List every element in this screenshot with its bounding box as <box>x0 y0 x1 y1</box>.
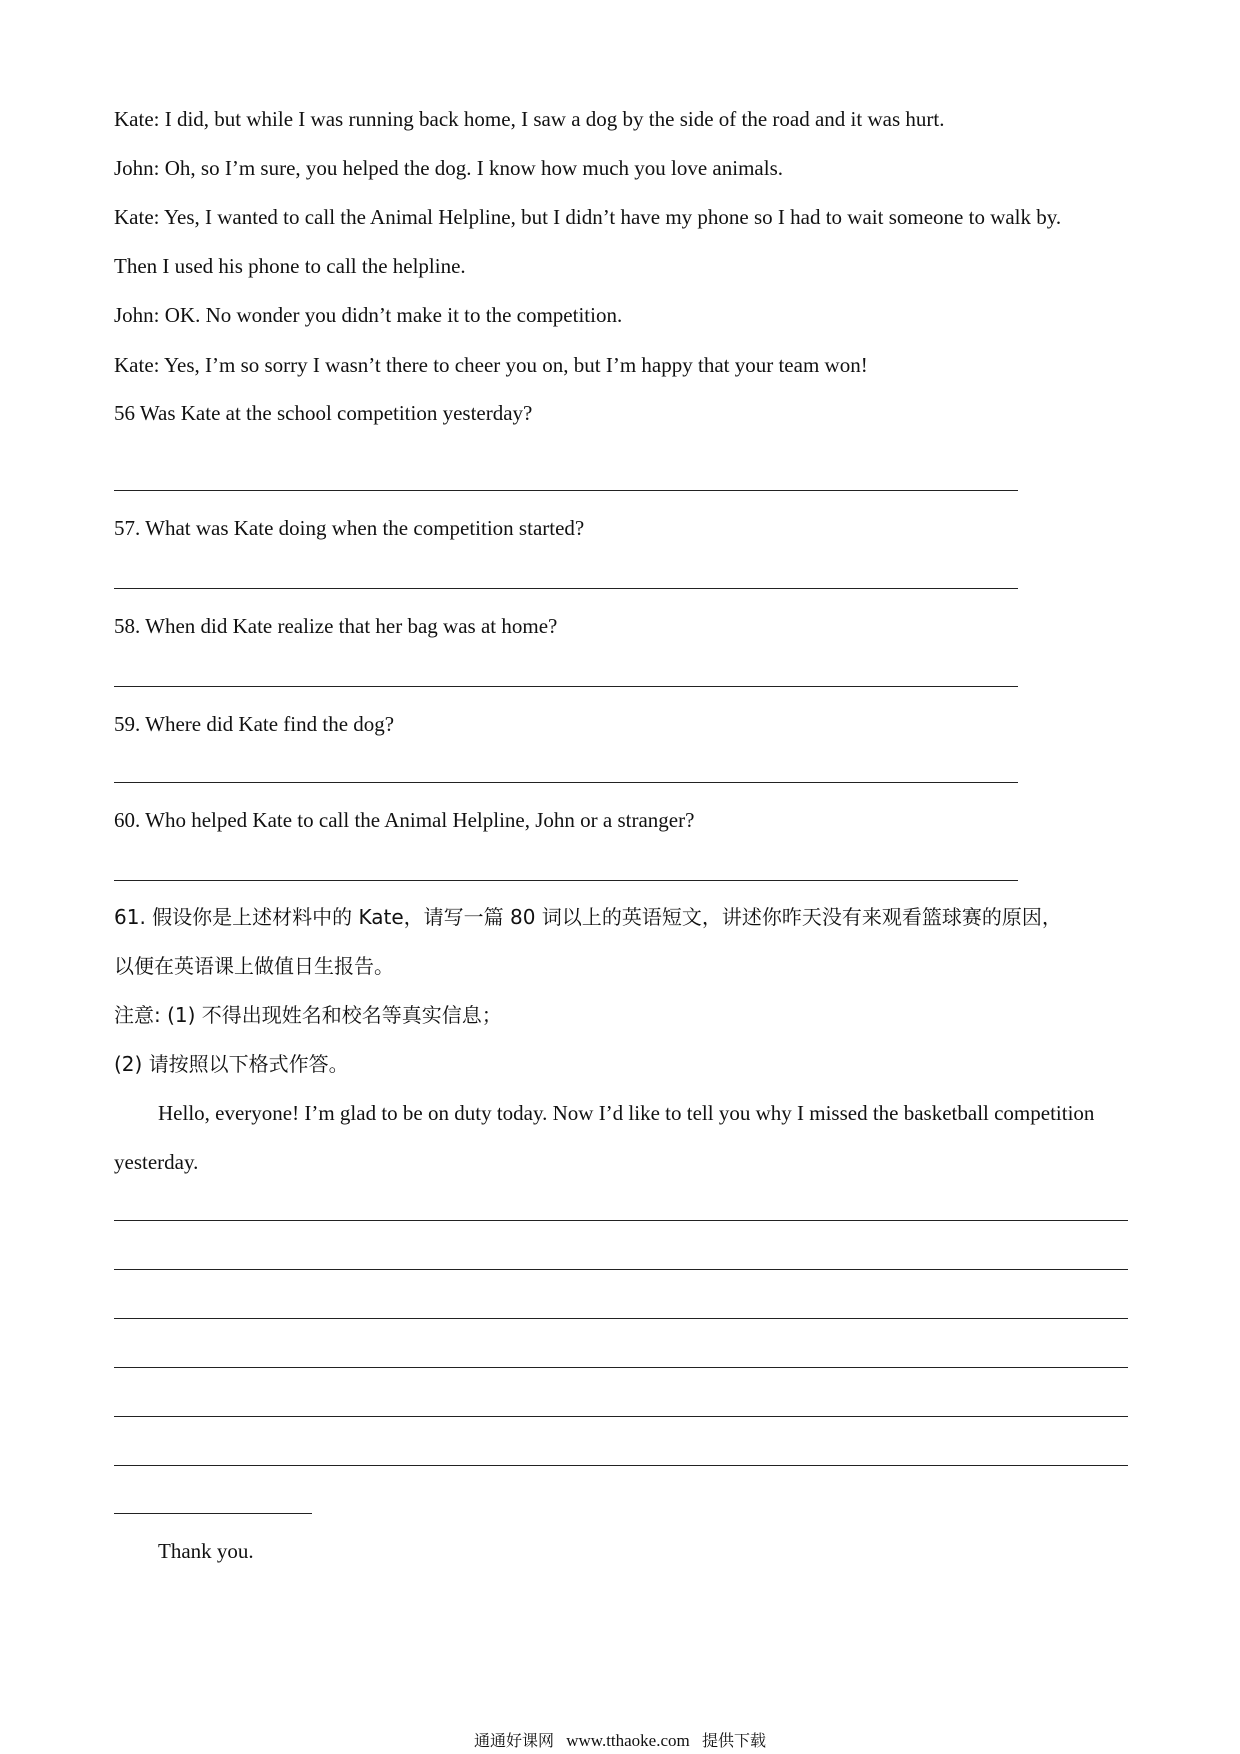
writing-line-2[interactable] <box>114 1269 1128 1270</box>
writing-note-1: 注意: (1) 不得出现姓名和校名等真实信息； <box>114 1003 502 1027</box>
writing-note-2: (2) 请按照以下格式作答。 <box>114 1052 349 1076</box>
answer-line-57[interactable] <box>114 588 1018 589</box>
dialogue-line-5: John: OK. No wonder you didn’t make it to the competition. <box>114 303 623 327</box>
question-56: 56 Was Kate at the school competition yesterday? <box>114 401 533 425</box>
writing-closing: Thank you. <box>158 1539 254 1563</box>
page-footer <box>0 1730 1240 1752</box>
writing-opening-line-2: yesterday. <box>114 1150 199 1174</box>
writing-opening-line-1: Hello, everyone! I’m glad to be on duty today. Now I’d like to tell you why I missed the basketball competition <box>158 1101 1095 1125</box>
answer-line-60[interactable] <box>114 880 1018 881</box>
writing-line-7[interactable] <box>114 1513 312 1514</box>
question-57: 57. What was Kate doing when the competition started? <box>114 516 585 540</box>
answer-line-56[interactable] <box>114 490 1018 491</box>
dialogue-line-6: Kate: Yes, I’m so sorry I wasn’t there to cheer you on, but I’m happy that your team won! <box>114 353 868 377</box>
question-58: 58. When did Kate realize that her bag was at home? <box>114 614 558 638</box>
answer-line-58[interactable] <box>114 686 1018 687</box>
writing-line-5[interactable] <box>114 1416 1128 1417</box>
dialogue-line-2: John: Oh, so I’m sure, you helped the dog. I know how much you love animals. <box>114 156 783 180</box>
footer-url[interactable]: www.tthaoke.com <box>566 1731 690 1750</box>
dialogue-line-3: Kate: Yes, I wanted to call the Animal Helpline, but I didn’t have my phone so I had to wait someone to walk by. <box>114 205 1062 229</box>
writing-line-3[interactable] <box>114 1318 1128 1319</box>
writing-line-6[interactable] <box>114 1465 1128 1466</box>
writing-line-1[interactable] <box>114 1220 1128 1221</box>
footer-suffix: 提供下载 <box>702 1731 767 1750</box>
dialogue-line-4: Then I used his phone to call the helpline. <box>114 254 466 278</box>
footer-site-name: 通通好课网 <box>473 1731 554 1750</box>
writing-line-4[interactable] <box>114 1367 1128 1368</box>
question-59: 59. Where did Kate find the dog? <box>114 712 395 736</box>
answer-line-59[interactable] <box>114 782 1018 783</box>
writing-prompt-line-1: 61. 假设你是上述材料中的 Kate，请写一篇 80 词以上的英语短文，讲述你昨天没有来观看篮球赛的原因， <box>114 905 1062 929</box>
dialogue-line-1: Kate: I did, but while I was running back home, I saw a dog by the side of the road and it was hurt. <box>114 107 945 131</box>
writing-prompt-line-2: 以便在英语课上做值日生报告。 <box>114 954 394 978</box>
question-60: 60. Who helped Kate to call the Animal Helpline, John or a stranger? <box>114 808 695 832</box>
